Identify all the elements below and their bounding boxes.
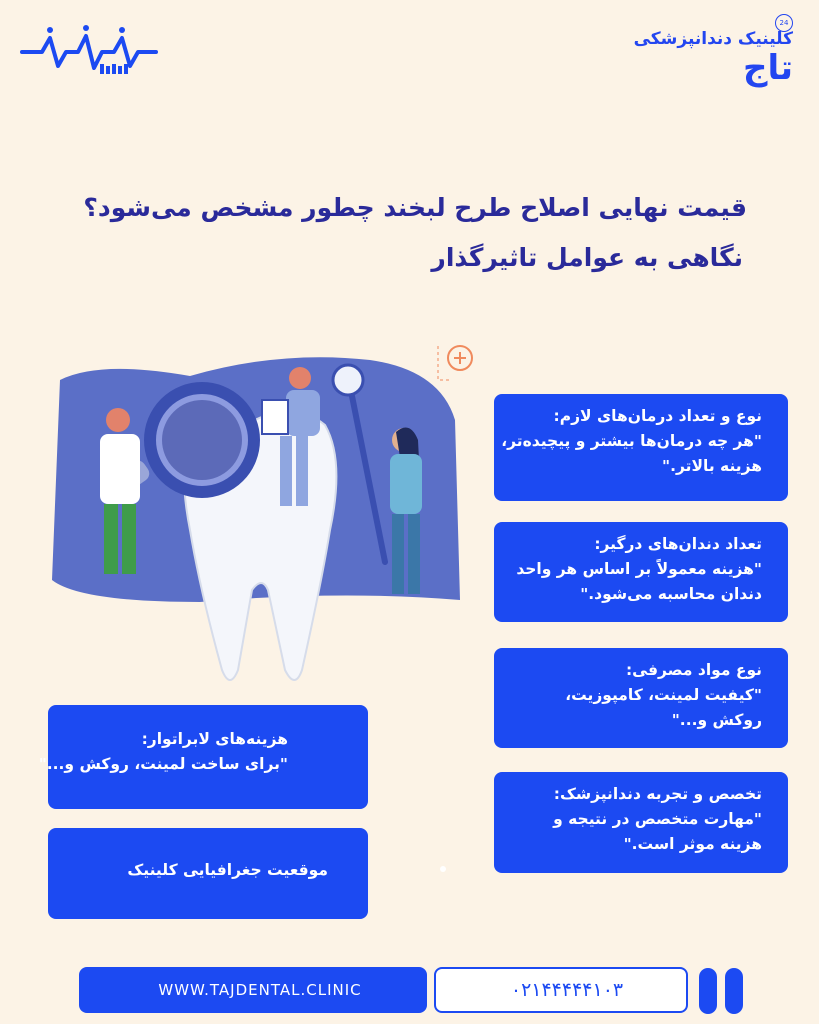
card-lab (38, 705, 368, 809)
phone-number[interactable]: ۰۲۱۴۴۴۴۴۱۰۳ (434, 967, 688, 1013)
dental-wave-logo-icon (20, 22, 158, 82)
clinic-name: کلینیک دندانپزشکی (633, 29, 793, 49)
page-subtitle: نگاهی به عوامل تاثیرگذار (431, 243, 743, 272)
decorative-dot (440, 866, 446, 872)
card-text: هزینه بالاتر." (662, 457, 762, 475)
card-text: دندان محاسبه می‌شود." (580, 585, 762, 603)
clock-24-icon: 24 (775, 14, 793, 32)
card-text: "هزینه معمولاً بر اساس هر واحد (516, 560, 762, 578)
medical-plus-icon (438, 346, 472, 380)
card-text: "کیفیت لمینت، کامپوزیت، (565, 686, 762, 704)
card-text: "مهارت متخصص در نتیجه و (553, 810, 762, 828)
card-heading: تعداد دندان‌های درگیر: (594, 535, 762, 553)
card-text: روکش و..." (671, 711, 762, 729)
card-heading: نوع و تعداد درمان‌های لازم: (553, 407, 762, 425)
website-link[interactable]: WWW.TAJDENTAL.CLINIC (79, 967, 427, 1013)
clinic-brand (583, 14, 793, 94)
card-text: هزینه موثر است." (623, 835, 762, 853)
card-text: "هر چه درمان‌ها بیشتر و پیچیده‌تر، (501, 432, 762, 450)
decorative-pill (725, 968, 743, 1014)
card-location (48, 828, 368, 919)
card-treatments (494, 394, 788, 501)
card-heading: نوع مواد مصرفی: (625, 661, 762, 679)
clinic-short-name: تاج (742, 48, 793, 88)
page-title: قیمت نهایی اصلاح طرح لبخند چطور مشخص می‌شود؟ (83, 193, 747, 222)
dental-illustration (40, 340, 480, 700)
decorative-pill (699, 968, 717, 1014)
card-heading: تخصص و تجربه دندانپزشک: (553, 785, 762, 803)
card-dentist (494, 772, 788, 873)
card-teeth (494, 522, 788, 622)
card-text: "برای ساخت لمینت، روکش و..." (38, 755, 288, 773)
card-heading: موقعیت جغرافیایی کلینیک (127, 861, 328, 879)
card-heading: هزینه‌های لابراتوار: (141, 730, 288, 748)
card-materials (494, 648, 788, 748)
